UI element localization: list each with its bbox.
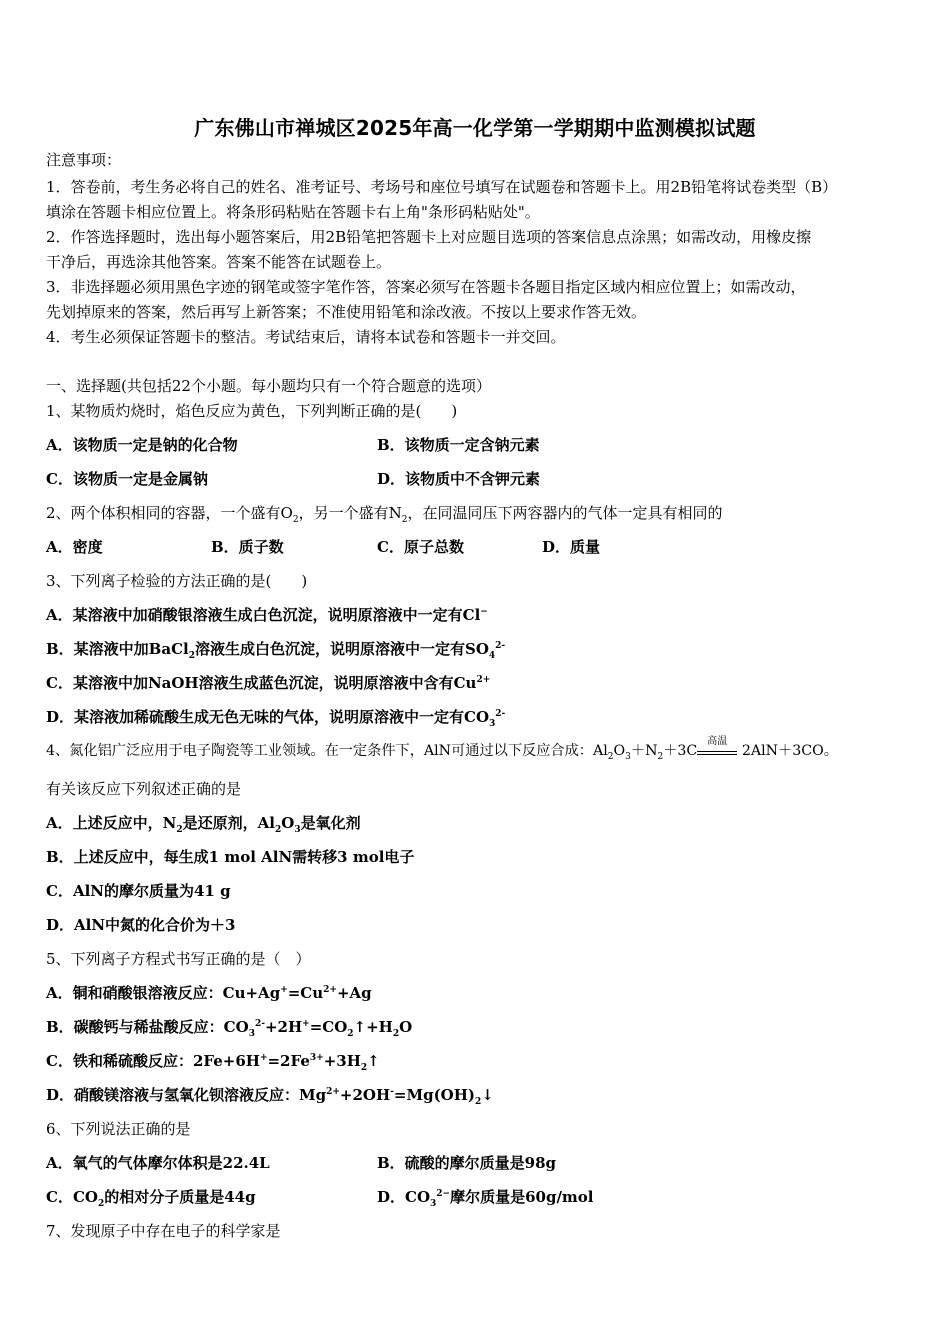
question-5-option-a: A．铜和硝酸银溶液反应：$Cu+Ag^+=Cu^{2+}+Ag$ xyxy=(46,984,372,1002)
question-6-stem: 6、下列说法正确的是 xyxy=(46,1120,191,1138)
question-2-option-a: A．密度 xyxy=(46,538,103,556)
question-4-stem-cont: 有关该反应下列叙述正确的是 xyxy=(46,780,242,798)
question-1-stem: 1、某物质灼烧时，焰色反应为黄色，下列判断正确的是( ) xyxy=(46,402,458,420)
question-4-option-d: D．AlN中氮的化合价为＋3 xyxy=(46,916,236,934)
question-2-option-b: B．质子数 xyxy=(211,538,284,556)
question-2-option-d: D．质量 xyxy=(542,538,601,556)
question-4-stem: 4、氮化铝广泛应用于电子陶瓷等工业领域。在一定条件下，AlN可通过以下反应合成：$Al_2O_3+N_2+3C$ 高温 2AlN＋3CO。 xyxy=(46,736,838,762)
question-1-option-a: A．该物质一定是钠的化合物 xyxy=(46,436,238,454)
question-5-option-c: C．铁和稀硫酸反应：$2Fe+6H^+=2Fe^{3+}+3H_2↑$ xyxy=(46,1052,380,1073)
reaction-condition-arrow: 高温 xyxy=(697,741,737,755)
notice-heading: 注意事项： xyxy=(46,151,122,169)
question-1-option-c: C．该物质一定是金属钠 xyxy=(46,470,208,488)
question-2-option-c: C．原子总数 xyxy=(377,538,464,556)
question-4-option-a: A．上述反应中，$N_2$是还原剂，$Al_2O_3$是氧化剂 xyxy=(46,814,361,835)
section-heading: 一、选择题(共包括22个小题。每小题均只有一个符合题意的选项） xyxy=(46,377,491,395)
question-6-option-b: B．硫酸的摩尔质量是98g xyxy=(377,1154,557,1172)
notice-item-3: 3．非选择题必须用黑色字迹的钢笔或签字笔作答，答案必须写在答题卡各题目指定区域内相应位置上；如需改动， xyxy=(46,278,806,296)
question-4-option-b: B．上述反应中，每生成1 mol AlN需转移3 mol电子 xyxy=(46,848,415,866)
question-2-stem: 2、两个体积相同的容器，一个盛有$O_2$，另一个盛有$N_2$，在同温同压下两容器内的气体一定具有相同的 xyxy=(46,504,723,525)
question-3-option-d: D．某溶液加稀硫酸生成无色无味的气体，说明原溶液中一定有$CO_3^{2-}$ xyxy=(46,708,506,729)
question-3-option-a: A．某溶液中加硝酸银溶液生成白色沉淀，说明原溶液中一定有Cl− xyxy=(46,606,488,624)
notice-item-2-cont: 干净后，再选涂其他答案。答案不能答在试题卷上。 xyxy=(46,253,392,271)
notice-item-2: 2．作答选择题时，选出每小题答案后，用2B铅笔把答题卡上对应题目选项的答案信息点涂黑；如需改动，用橡皮擦 xyxy=(46,228,812,246)
question-3-option-b: B．某溶液中加BaCl$_2$溶液生成白色沉淀，说明原溶液中一定有$SO_4^{2-}$ xyxy=(46,640,506,661)
question-4-option-c: C．AlN的摩尔质量为41 g xyxy=(46,882,231,900)
notice-item-1-cont: 填涂在答题卡相应位置上。将条形码粘贴在答题卡右上角"条形码粘贴处"。 xyxy=(46,203,540,221)
question-1-option-b: B．该物质一定含钠元素 xyxy=(377,436,540,454)
question-6-option-c: C．$CO_2$的相对分子质量是44g xyxy=(46,1188,256,1209)
question-6-option-a: A．氧气的气体摩尔体积是22.4L xyxy=(46,1154,270,1172)
question-5-option-d: D．硝酸镁溶液与氢氧化钡溶液反应：$Mg^{2+}+2OH^-=Mg(OH)_2↓$ xyxy=(46,1086,494,1107)
notice-item-1: 1．答卷前，考生务必将自己的姓名、准考证号、考场号和座位号填写在试题卷和答题卡上。用2B铅笔将试卷类型（B） xyxy=(46,178,838,196)
question-3-stem: 3、下列离子检验的方法正确的是( ) xyxy=(46,572,308,590)
question-5-stem: 5、下列离子方程式书写正确的是（ ） xyxy=(46,950,311,968)
notice-item-3-cont: 先划掉原来的答案，然后再写上新答案；不准使用铅笔和涂改液。不按以上要求作答无效。 xyxy=(46,303,647,321)
question-6-option-d: D．$CO_3^{2-}$摩尔质量是60g/mol xyxy=(377,1188,594,1209)
question-1-option-d: D．该物质中不含钾元素 xyxy=(377,470,541,488)
question-3-option-c: C．某溶液中加NaOH溶液生成蓝色沉淀，说明原溶液中含有$Cu^{2+}$ xyxy=(46,674,491,692)
question-7-stem: 7、发现原子中存在电子的科学家是 xyxy=(46,1222,281,1240)
notice-item-4: 4．考生必须保证答题卡的整洁。考试结束后，请将本试卷和答题卡一并交回。 xyxy=(46,328,566,346)
question-5-option-b: B．碳酸钙与稀盐酸反应：$CO_3^{2-}+2H^+=CO_2↑+H_2O$ xyxy=(46,1018,413,1039)
page-title: 广东佛山市禅城区2025年高一化学第一学期期中监测模拟试题 xyxy=(194,116,756,140)
